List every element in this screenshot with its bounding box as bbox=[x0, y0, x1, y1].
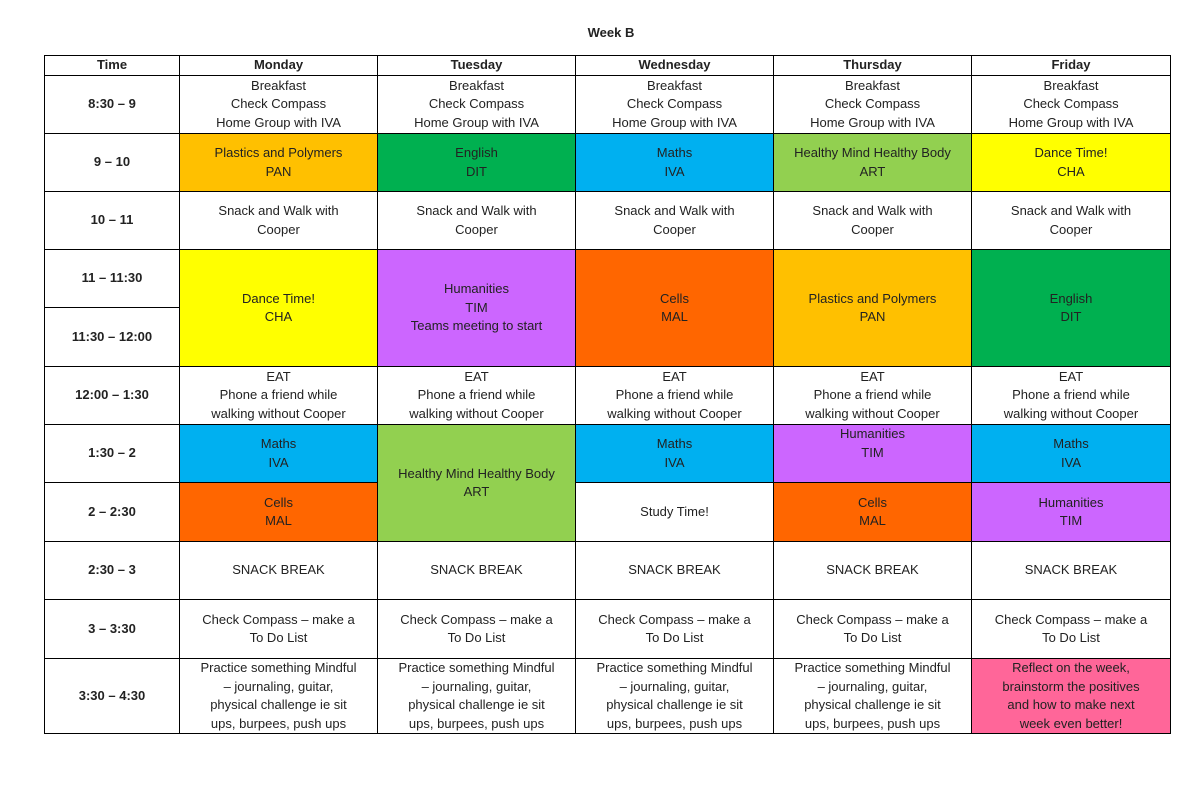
activity-line: walking without Cooper bbox=[211, 405, 346, 421]
activity-line: Snack and Walk with bbox=[218, 203, 339, 218]
timetable-body bbox=[45, 76, 1171, 734]
activity-line: Snack and Walk with bbox=[812, 203, 933, 218]
activity-line: PAN bbox=[859, 309, 886, 324]
activity-line: Home Group with IVA bbox=[810, 114, 935, 130]
activity-line: walking without Cooper bbox=[805, 405, 940, 421]
activity-line: MAL bbox=[661, 309, 688, 324]
activity-line: Phone a friend while bbox=[1012, 387, 1130, 403]
activity-line: Teams meeting to start bbox=[410, 318, 543, 334]
activity-cell bbox=[378, 367, 576, 425]
activity-line: TIM bbox=[1059, 513, 1083, 528]
activity-line: IVA bbox=[1061, 454, 1081, 470]
activity-line: Snack and Walk with bbox=[1010, 203, 1132, 218]
activity-line: Phone a friend while bbox=[615, 387, 734, 403]
header-tuesday: Tuesday bbox=[378, 56, 576, 76]
activity-cell bbox=[576, 367, 774, 425]
header-row bbox=[45, 56, 1171, 76]
activity-line: Check Compass – make a bbox=[598, 611, 751, 627]
activity-cell bbox=[774, 659, 972, 734]
activity-cell bbox=[576, 425, 774, 483]
activity-line: Breakfast bbox=[449, 77, 504, 93]
activity-line: physical challenge ie sit bbox=[408, 697, 545, 712]
time-cell: 1:30 – 2 bbox=[45, 425, 180, 483]
activity-cell bbox=[378, 600, 576, 659]
activity-line: SNACK BREAK bbox=[1024, 562, 1118, 578]
activity-cell bbox=[180, 659, 378, 734]
activity-cell bbox=[774, 600, 972, 659]
activity-line: ups, burpees, push ups bbox=[606, 715, 743, 731]
activity-line: Phone a friend while bbox=[813, 387, 932, 403]
table-row bbox=[45, 425, 1171, 483]
activity-cell bbox=[180, 134, 378, 192]
activity-line: Cooper bbox=[257, 221, 300, 237]
activity-line: Home Group with IVA bbox=[216, 114, 341, 130]
activity-line: Maths bbox=[260, 436, 297, 451]
activity-cell bbox=[180, 425, 378, 483]
activity-line: Snack and Walk with bbox=[614, 203, 735, 218]
activity-line: Dance Time! bbox=[242, 290, 315, 306]
activity-line: Cells bbox=[660, 290, 689, 306]
activity-line: Cells bbox=[858, 494, 887, 510]
activity-line: Practice something Mindful bbox=[794, 660, 951, 675]
activity-cell bbox=[774, 76, 972, 134]
activity-cell bbox=[576, 659, 774, 734]
header-wednesday: Wednesday bbox=[576, 56, 774, 76]
activity-line: TIM bbox=[861, 444, 884, 460]
activity-line: week even better! bbox=[1019, 715, 1123, 731]
activity-line: To Do List bbox=[249, 630, 308, 645]
activity-cell bbox=[180, 76, 378, 134]
activity-cell bbox=[774, 425, 972, 483]
activity-cell bbox=[378, 192, 576, 250]
time-cell: 11:30 – 12:00 bbox=[45, 308, 180, 367]
activity-line: Healthy Mind Healthy Body bbox=[794, 145, 951, 160]
activity-line: EAT bbox=[266, 368, 291, 384]
activity-cell bbox=[774, 192, 972, 250]
activity-cell bbox=[774, 250, 972, 367]
activity-line: Study Time! bbox=[640, 503, 709, 519]
activity-line: physical challenge ie sit bbox=[606, 697, 743, 712]
activity-cell bbox=[972, 250, 1171, 367]
activity-line: walking without Cooper bbox=[409, 405, 544, 421]
activity-line: EAT bbox=[1058, 368, 1084, 384]
activity-cell bbox=[180, 367, 378, 425]
activity-cell bbox=[378, 76, 576, 134]
activity-cell bbox=[774, 542, 972, 600]
time-cell: 3 – 3:30 bbox=[45, 600, 180, 659]
activity-line: Humanities bbox=[839, 426, 906, 441]
activity-line: walking without Cooper bbox=[607, 405, 742, 421]
activity-cell bbox=[180, 483, 378, 542]
activity-cell bbox=[576, 483, 774, 542]
activity-cell bbox=[180, 192, 378, 250]
activity-line: DIT bbox=[1060, 309, 1082, 324]
activity-line: CHA bbox=[264, 309, 293, 324]
activity-line: Dance Time! bbox=[1034, 145, 1108, 160]
activity-line: Maths bbox=[1053, 436, 1089, 451]
activity-line: – journaling, guitar, bbox=[223, 678, 334, 694]
activity-line: Phone a friend while bbox=[417, 387, 536, 403]
time-cell: 11 – 11:30 bbox=[45, 250, 180, 308]
activity-cell bbox=[972, 425, 1171, 483]
activity-cell bbox=[774, 367, 972, 425]
activity-line: Phone a friend while bbox=[219, 387, 338, 403]
activity-line: Healthy Mind Healthy Body bbox=[398, 465, 555, 481]
activity-line: walking without Cooper bbox=[1003, 405, 1139, 421]
activity-cell bbox=[774, 483, 972, 542]
activity-line: EAT bbox=[860, 368, 885, 384]
activity-cell bbox=[576, 542, 774, 600]
activity-line: Practice something Mindful bbox=[398, 660, 555, 675]
activity-line: To Do List bbox=[843, 630, 902, 645]
activity-line: Home Group with IVA bbox=[612, 114, 737, 130]
activity-line: ups, burpees, push ups bbox=[408, 715, 545, 731]
activity-line: To Do List bbox=[645, 630, 704, 645]
activity-line: ART bbox=[463, 484, 490, 499]
timetable bbox=[44, 55, 1171, 734]
activity-cell bbox=[972, 542, 1171, 600]
activity-cell bbox=[576, 134, 774, 192]
activity-line: Check Compass bbox=[428, 96, 525, 112]
activity-line: CHA bbox=[1057, 163, 1085, 179]
activity-line: brainstorm the positives bbox=[1002, 678, 1140, 694]
activity-line: Cells bbox=[264, 494, 293, 510]
activity-line: physical challenge ie sit bbox=[804, 697, 941, 712]
activity-line: Check Compass – make a bbox=[400, 611, 553, 627]
activity-line: Plastics and Polymers bbox=[214, 145, 343, 160]
activity-line: Breakfast bbox=[647, 77, 702, 93]
activity-line: DIT bbox=[466, 163, 487, 179]
activity-cell bbox=[378, 425, 576, 542]
header-friday: Friday bbox=[972, 56, 1171, 76]
activity-line: ups, burpees, push ups bbox=[210, 715, 347, 731]
header-thursday: Thursday bbox=[774, 56, 972, 76]
activity-line: Humanities bbox=[1038, 494, 1104, 510]
activity-line: and how to make next bbox=[1007, 697, 1135, 712]
activity-cell bbox=[774, 134, 972, 192]
activity-line: To Do List bbox=[1042, 630, 1100, 645]
activity-line: ART bbox=[859, 163, 886, 179]
activity-line: Check Compass bbox=[626, 96, 723, 112]
activity-line: Check Compass – make a bbox=[796, 611, 949, 627]
activity-cell bbox=[180, 600, 378, 659]
activity-cell bbox=[972, 483, 1171, 542]
activity-cell bbox=[576, 600, 774, 659]
time-cell: 3:30 – 4:30 bbox=[45, 659, 180, 734]
activity-line: Humanities bbox=[443, 281, 510, 297]
activity-cell bbox=[180, 250, 378, 367]
activity-line: physical challenge ie sit bbox=[210, 697, 347, 712]
activity-cell bbox=[972, 134, 1171, 192]
activity-line: SNACK BREAK bbox=[232, 562, 325, 578]
time-cell: 2:30 – 3 bbox=[45, 542, 180, 600]
activity-line: – journaling, guitar, bbox=[619, 678, 730, 694]
table-row bbox=[45, 134, 1171, 192]
time-cell: 9 – 10 bbox=[45, 134, 180, 192]
table-row bbox=[45, 659, 1171, 734]
activity-cell bbox=[378, 250, 576, 367]
activity-line: Practice something Mindful bbox=[596, 660, 753, 675]
activity-line: Breakfast bbox=[251, 77, 306, 93]
activity-line: EAT bbox=[662, 368, 687, 384]
table-row bbox=[45, 250, 1171, 308]
activity-line: – journaling, guitar, bbox=[421, 678, 532, 694]
time-cell: 10 – 11 bbox=[45, 192, 180, 250]
activity-line: ups, burpees, push ups bbox=[804, 715, 941, 731]
activity-cell bbox=[576, 250, 774, 367]
activity-line: – journaling, guitar, bbox=[817, 678, 928, 694]
activity-cell bbox=[972, 76, 1171, 134]
activity-line: IVA bbox=[664, 163, 685, 179]
activity-line: IVA bbox=[664, 454, 685, 470]
activity-line: SNACK BREAK bbox=[628, 562, 721, 578]
activity-cell bbox=[972, 600, 1171, 659]
activity-line: Maths bbox=[656, 145, 693, 160]
activity-line: Home Group with IVA bbox=[1008, 114, 1134, 130]
activity-line: Home Group with IVA bbox=[414, 114, 539, 130]
table-row bbox=[45, 367, 1171, 425]
header-monday: Monday bbox=[180, 56, 378, 76]
activity-line: TIM bbox=[465, 299, 488, 315]
activity-line: Check Compass bbox=[1023, 96, 1119, 112]
header-time: Time bbox=[45, 56, 180, 76]
activity-cell bbox=[180, 542, 378, 600]
activity-line: Check Compass bbox=[230, 96, 327, 112]
time-cell: 8:30 – 9 bbox=[45, 76, 180, 134]
activity-line: EAT bbox=[464, 368, 489, 384]
activity-cell bbox=[378, 134, 576, 192]
activity-line: IVA bbox=[268, 454, 289, 470]
activity-line: Maths bbox=[656, 436, 693, 451]
activity-line: Breakfast bbox=[1043, 77, 1099, 93]
table-row bbox=[45, 192, 1171, 250]
activity-line: Reflect on the week, bbox=[1012, 660, 1130, 675]
activity-line: Cooper bbox=[653, 221, 696, 237]
activity-cell bbox=[378, 542, 576, 600]
activity-cell bbox=[576, 192, 774, 250]
activity-cell bbox=[378, 659, 576, 734]
activity-line: Check Compass – make a bbox=[994, 611, 1148, 627]
activity-cell bbox=[576, 76, 774, 134]
activity-line: Cooper bbox=[1049, 221, 1093, 237]
activity-line: SNACK BREAK bbox=[826, 562, 919, 578]
activity-line: Plastics and Polymers bbox=[808, 290, 937, 306]
activity-line: English bbox=[455, 145, 498, 160]
activity-line: MAL bbox=[265, 513, 292, 528]
table-row bbox=[45, 483, 1171, 542]
time-cell: 2 – 2:30 bbox=[45, 483, 180, 542]
activity-line: Practice something Mindful bbox=[200, 660, 357, 675]
activity-line: Cooper bbox=[455, 221, 498, 237]
table-row bbox=[45, 542, 1171, 600]
activity-line: Check Compass bbox=[824, 96, 921, 112]
activity-line: MAL bbox=[859, 513, 886, 528]
activity-line: SNACK BREAK bbox=[430, 562, 523, 578]
activity-line: Check Compass – make a bbox=[202, 611, 355, 627]
activity-line: Cooper bbox=[851, 221, 894, 237]
activity-line: To Do List bbox=[447, 630, 506, 645]
activity-cell bbox=[972, 192, 1171, 250]
table-row bbox=[45, 600, 1171, 659]
activity-cell bbox=[972, 367, 1171, 425]
page-title: Week B bbox=[587, 25, 635, 40]
activity-line: PAN bbox=[265, 163, 292, 179]
activity-line: Snack and Walk with bbox=[416, 203, 537, 218]
activity-cell bbox=[972, 659, 1171, 734]
time-cell: 12:00 – 1:30 bbox=[45, 367, 180, 425]
table-row bbox=[45, 76, 1171, 134]
activity-line: Breakfast bbox=[845, 77, 900, 93]
activity-line: English bbox=[1049, 290, 1093, 306]
